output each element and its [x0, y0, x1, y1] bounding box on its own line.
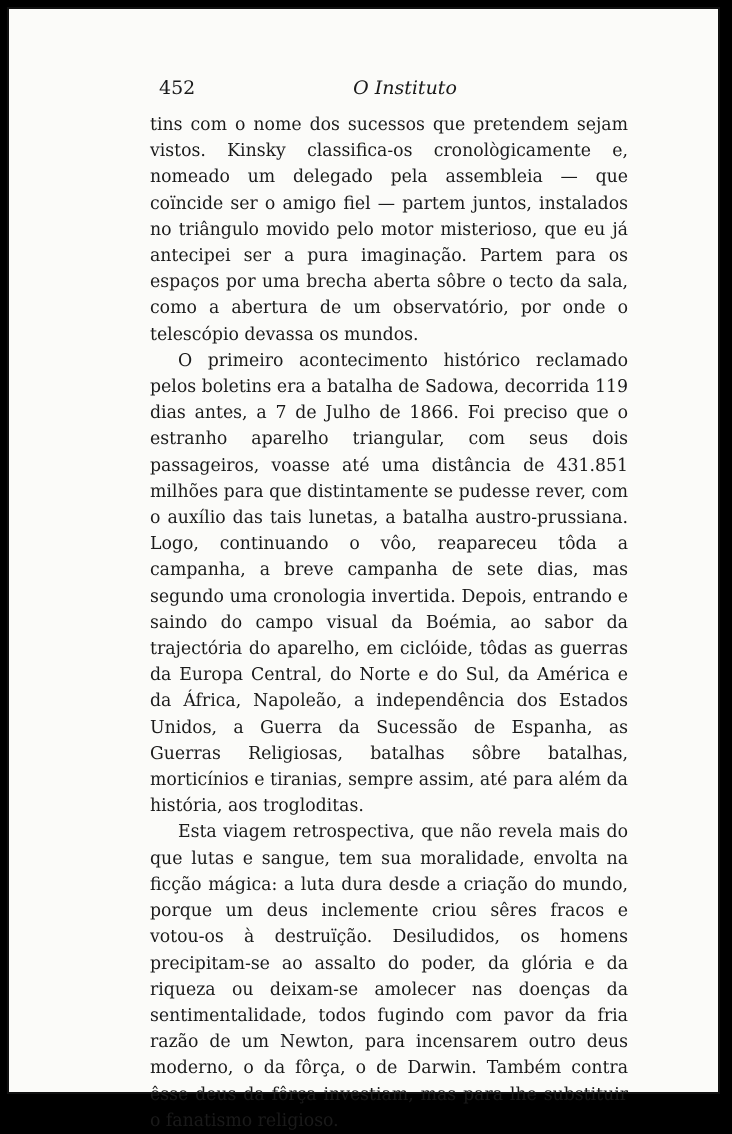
body-text — [150, 112, 628, 1134]
paragraph-1: tins com o nome dos sucessos que pretendem sejam vistos. Kinsky classifica-os cronològicamente e, nomeado um delegado pela assembleia — que coïncide ser o amigo fiel — partem juntos, instalados no triângulo movido pelo motor misterioso, que eu já antecipei ser a pura imaginação. Partem para os espaços por uma brecha aberta sôbre o tecto da sala, como a abertura de um observatório, por onde o telescópio devassa os mundos. — [150, 115, 628, 345]
page-number: 452 — [159, 77, 196, 99]
paragraph-3: Esta viagem retrospectiva, que não revela mais do que lutas e sangue, tem sua moralidade, envolta na ficção mágica: a luta dura desde a criação do mundo, porque um deus inclemente criou sêres fracos e votou-os à destruïção. Desiludidos, os homens precipitam-se ao assalto do poder, da glória e da riqueza ou deixam-se amolecer nas doenças da sentimentalidade, todos fugindo com pavor da fria razão de um Newton, para incensarem outro deus moderno, o da fôrça, o de Darwin. Também contra êsse deus da fôrça investiam, mas para lhe substituir o fanatismo religioso. — [150, 822, 628, 1131]
paragraph-2: O primeiro acontecimento histórico reclamado pelos boletins era a batalha de Sadowa, decorrida 119 dias antes, a 7 de Julho de 1866. Foi preciso que o estranho aparelho triangular, com seus dois passageiros, voasse até uma distância de 431.851 milhões para que distintamente se pudesse rever, com o auxílio das tais lunetas, a batalha austro-prussiana. Logo, continuando o vôo, reapareceu tôda a campanha, a breve campanha de sete dias, mas segundo uma cronologia invertida. Depois, entrando e saindo do campo visual da Boémia, ao sabor da trajectória do aparelho, em ciclóide, tôdas as guerras da Europa Central, do Norte e do Sul, da América e da África, Napoleão, a independência dos Estados Unidos, a Guerra da Sucessão de Espanha, as Guerras Religiosas, batalhas sôbre batalhas, morticínios e tiranias, sempre assim, até para além da história, aos trogloditas. — [150, 350, 628, 817]
running-title: O Instituto — [353, 77, 457, 99]
page-header — [159, 77, 651, 107]
